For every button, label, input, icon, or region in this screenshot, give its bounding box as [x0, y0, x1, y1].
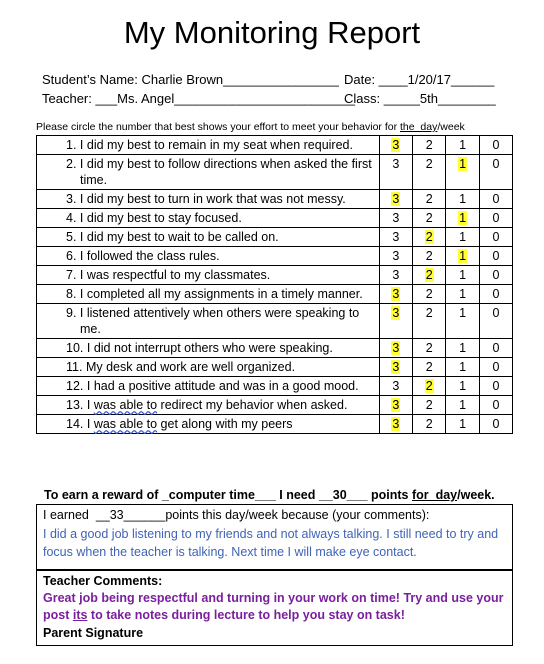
item-number: 2.: [66, 157, 77, 171]
rating-value: 2: [425, 211, 433, 225]
behavior-item: [37, 377, 380, 396]
date-field: Date: ____1/20/17______: [344, 72, 495, 87]
rating-value: 0: [492, 230, 500, 244]
item-text: get along with my peers: [157, 417, 293, 431]
rating-cell: [379, 415, 412, 434]
student-comment: I did a good job listening to my friends and not always talking. I still need to try and focus when the teacher is talking. Next time I will make eye contact.: [43, 527, 499, 559]
rating-cell: [446, 339, 479, 358]
behavior-item: [37, 209, 380, 228]
rating-value: 3: [392, 211, 400, 225]
item-text: was able to: [93, 398, 158, 412]
item-text: I did my best to remain in my seat when required.: [79, 138, 353, 152]
rating-cell: [479, 266, 512, 285]
rating-value: 3: [392, 249, 400, 263]
behavior-item: [37, 304, 380, 339]
rating-cell: [446, 228, 479, 247]
rating-value: 0: [492, 211, 500, 225]
rating-cell: [379, 358, 412, 377]
item-text: I did not interrupt others who were speaking.: [86, 341, 333, 355]
table-row: [37, 247, 513, 266]
rating-cell: [413, 396, 446, 415]
rating-value: 1: [459, 306, 467, 320]
rating-cell: [446, 209, 479, 228]
rating-value: 3: [392, 417, 400, 431]
table-row: [37, 285, 513, 304]
rating-value: 0: [492, 157, 500, 171]
reward-underlined: for day: [411, 488, 458, 502]
rating-value: 0: [492, 268, 500, 282]
rating-cell: [379, 285, 412, 304]
rating-value: 1: [459, 211, 467, 225]
behavior-rating-table: [36, 135, 513, 434]
table-row: [37, 304, 513, 339]
instructions-underlined: the day: [400, 121, 438, 133]
item-number: 8.: [66, 287, 77, 301]
rating-cell: [479, 396, 512, 415]
item-text: My desk and work are well organized.: [85, 360, 296, 374]
rating-cell: [479, 209, 512, 228]
teacher-comment-underlined: its: [72, 608, 88, 622]
item-text: I did my best to stay focused.: [79, 211, 242, 225]
table-row: [37, 136, 513, 155]
rating-value: 2: [425, 306, 433, 320]
rating-cell: [379, 266, 412, 285]
rating-value: 1: [459, 287, 467, 301]
table-row: [37, 358, 513, 377]
item-text: I followed the class rules.: [79, 249, 220, 263]
rating-cell: [413, 377, 446, 396]
rating-value: 3: [392, 230, 400, 244]
rating-cell: [446, 247, 479, 266]
rating-value: 2: [425, 230, 433, 244]
table-row: [37, 339, 513, 358]
rating-cell: [413, 339, 446, 358]
rating-cell: [446, 396, 479, 415]
rating-cell: [413, 358, 446, 377]
rating-cell: [413, 285, 446, 304]
rating-cell: [479, 339, 512, 358]
rating-cell: [479, 190, 512, 209]
rating-value: 3: [392, 360, 400, 374]
rating-cell: [413, 415, 446, 434]
rating-cell: [413, 136, 446, 155]
rating-cell: [446, 190, 479, 209]
rating-cell: [379, 396, 412, 415]
teacher-comment-box: [36, 570, 513, 646]
item-text: I: [86, 398, 94, 412]
rating-cell: [446, 266, 479, 285]
item-text: I did my best to follow directions when asked the first time.: [79, 157, 372, 187]
rating-cell: [479, 247, 512, 266]
rating-value: 0: [492, 287, 500, 301]
item-text: I did my best to wait to be called on.: [79, 230, 279, 244]
points-earned-line: I earned __33______points this day/week because (your comments):: [43, 508, 430, 522]
rating-cell: [413, 304, 446, 339]
rating-cell: [479, 285, 512, 304]
behavior-item: [37, 339, 380, 358]
instructions: [36, 121, 465, 134]
rating-value: 2: [425, 138, 433, 152]
item-text: I completed all my assignments in a timely manner.: [79, 287, 363, 301]
rating-value: 1: [459, 192, 467, 206]
item-number: 1.: [66, 138, 77, 152]
rating-cell: [379, 190, 412, 209]
student-comment-box: [36, 504, 513, 570]
rating-cell: [379, 339, 412, 358]
rating-value: 3: [392, 341, 400, 355]
student-name-field: Student’s Name: Charlie Brown________________: [42, 72, 339, 87]
rating-value: 1: [459, 341, 467, 355]
item-text: I: [86, 417, 94, 431]
rating-value: 3: [392, 398, 400, 412]
rating-cell: [379, 155, 412, 190]
rating-cell: [379, 228, 412, 247]
rating-value: 0: [492, 138, 500, 152]
reward-suffix: /week.: [457, 488, 495, 502]
rating-value: 3: [392, 268, 400, 282]
rating-cell: [413, 228, 446, 247]
table-row: [37, 396, 513, 415]
rating-cell: [379, 304, 412, 339]
item-text: I listened attentively when others were speaking to me.: [79, 306, 360, 336]
behavior-item: [37, 285, 380, 304]
rating-value: 2: [425, 192, 433, 206]
rating-value: 0: [492, 360, 500, 374]
item-number: 14.: [66, 417, 84, 431]
behavior-item: [37, 190, 380, 209]
table-row: [37, 415, 513, 434]
rating-value: 2: [425, 268, 433, 282]
rating-cell: [479, 304, 512, 339]
teacher-comment-text: Great job being respectful and turning in your work on time! Try and use your post: [43, 591, 504, 622]
rating-value: 1: [459, 360, 467, 374]
behavior-item: [37, 266, 380, 285]
reward-goal: [44, 487, 495, 503]
item-text: I did my best to turn in work that was not messy.: [79, 192, 346, 206]
rating-value: 0: [492, 306, 500, 320]
rating-value: 1: [459, 417, 467, 431]
behavior-item: [37, 155, 380, 190]
rating-cell: [379, 136, 412, 155]
rating-value: 2: [425, 417, 433, 431]
item-number: 6.: [66, 249, 77, 263]
rating-value: 3: [392, 306, 400, 320]
rating-value: 3: [392, 138, 400, 152]
rating-value: 0: [492, 341, 500, 355]
rating-value: 0: [492, 249, 500, 263]
rating-value: 1: [459, 249, 467, 263]
rating-cell: [446, 377, 479, 396]
rating-value: 2: [425, 341, 433, 355]
behavior-item: [37, 136, 380, 155]
item-number: 10.: [66, 341, 84, 355]
rating-value: 2: [425, 379, 433, 393]
rating-cell: [446, 304, 479, 339]
teacher-comment-end: to take notes during lecture to help you stay on task!: [87, 608, 405, 622]
item-number: 13.: [66, 398, 84, 412]
rating-value: 1: [459, 379, 467, 393]
reward-text: To earn a reward of _computer time___ I need __30___ points: [44, 488, 412, 502]
rating-value: 1: [459, 138, 467, 152]
item-text: was able to: [93, 417, 158, 431]
rating-cell: [479, 155, 512, 190]
rating-cell: [413, 190, 446, 209]
table-row: [37, 228, 513, 247]
behavior-item: [37, 415, 380, 434]
table-row: [37, 266, 513, 285]
rating-cell: [479, 415, 512, 434]
class-field: Class: _____5th________: [344, 91, 496, 106]
table-row: [37, 377, 513, 396]
rating-value: 2: [425, 398, 433, 412]
table-row: [37, 209, 513, 228]
rating-value: 3: [392, 379, 400, 393]
item-number: 4.: [66, 211, 77, 225]
item-number: 11.: [66, 360, 83, 374]
item-text: I was respectful to my classmates.: [79, 268, 271, 282]
behavior-item: [37, 396, 380, 415]
table-row: [37, 155, 513, 190]
rating-value: 0: [492, 417, 500, 431]
parent-signature-label: Parent Signature: [43, 626, 144, 640]
instructions-suffix: /week: [437, 121, 465, 133]
item-number: 7.: [66, 268, 77, 282]
rating-value: 3: [392, 287, 400, 301]
rating-cell: [446, 136, 479, 155]
rating-value: 2: [425, 287, 433, 301]
item-number: 12.: [66, 379, 84, 393]
rating-cell: [479, 136, 512, 155]
rating-value: 3: [392, 157, 400, 171]
rating-value: 0: [492, 379, 500, 393]
rating-cell: [446, 155, 479, 190]
rating-value: 2: [425, 249, 433, 263]
rating-cell: [413, 247, 446, 266]
behavior-item: [37, 228, 380, 247]
rating-value: 2: [425, 157, 433, 171]
rating-cell: [413, 209, 446, 228]
behavior-item: [37, 247, 380, 266]
rating-value: 1: [459, 268, 467, 282]
rating-cell: [379, 209, 412, 228]
rating-cell: [446, 415, 479, 434]
behavior-item: [37, 358, 380, 377]
rating-cell: [379, 247, 412, 266]
instructions-text: Please circle the number that best shows your effort to meet your behavior for: [36, 121, 400, 133]
item-text: redirect my behavior when asked.: [157, 398, 348, 412]
rating-cell: [479, 358, 512, 377]
rating-cell: [413, 266, 446, 285]
item-number: 3.: [66, 192, 77, 206]
rating-cell: [446, 285, 479, 304]
page-title: My Monitoring Report: [123, 15, 421, 50]
item-number: 9.: [66, 306, 77, 320]
rating-value: 1: [459, 398, 467, 412]
item-number: 5.: [66, 230, 77, 244]
teacher-comments-label: Teacher Comments:: [43, 574, 163, 588]
rating-cell: [446, 358, 479, 377]
table-row: [37, 190, 513, 209]
rating-value: 3: [392, 192, 400, 206]
rating-cell: [479, 377, 512, 396]
teacher-comment: [43, 590, 509, 624]
rating-cell: [479, 228, 512, 247]
rating-value: 1: [459, 157, 467, 171]
rating-value: 0: [492, 398, 500, 412]
item-text: I had a positive attitude and was in a good mood.: [86, 379, 359, 393]
rating-cell: [379, 377, 412, 396]
rating-value: 2: [425, 360, 433, 374]
rating-value: 1: [459, 230, 467, 244]
teacher-field: Teacher: ___Ms. Angel_________________________: [42, 91, 355, 106]
rating-cell: [413, 155, 446, 190]
rating-value: 0: [492, 192, 500, 206]
